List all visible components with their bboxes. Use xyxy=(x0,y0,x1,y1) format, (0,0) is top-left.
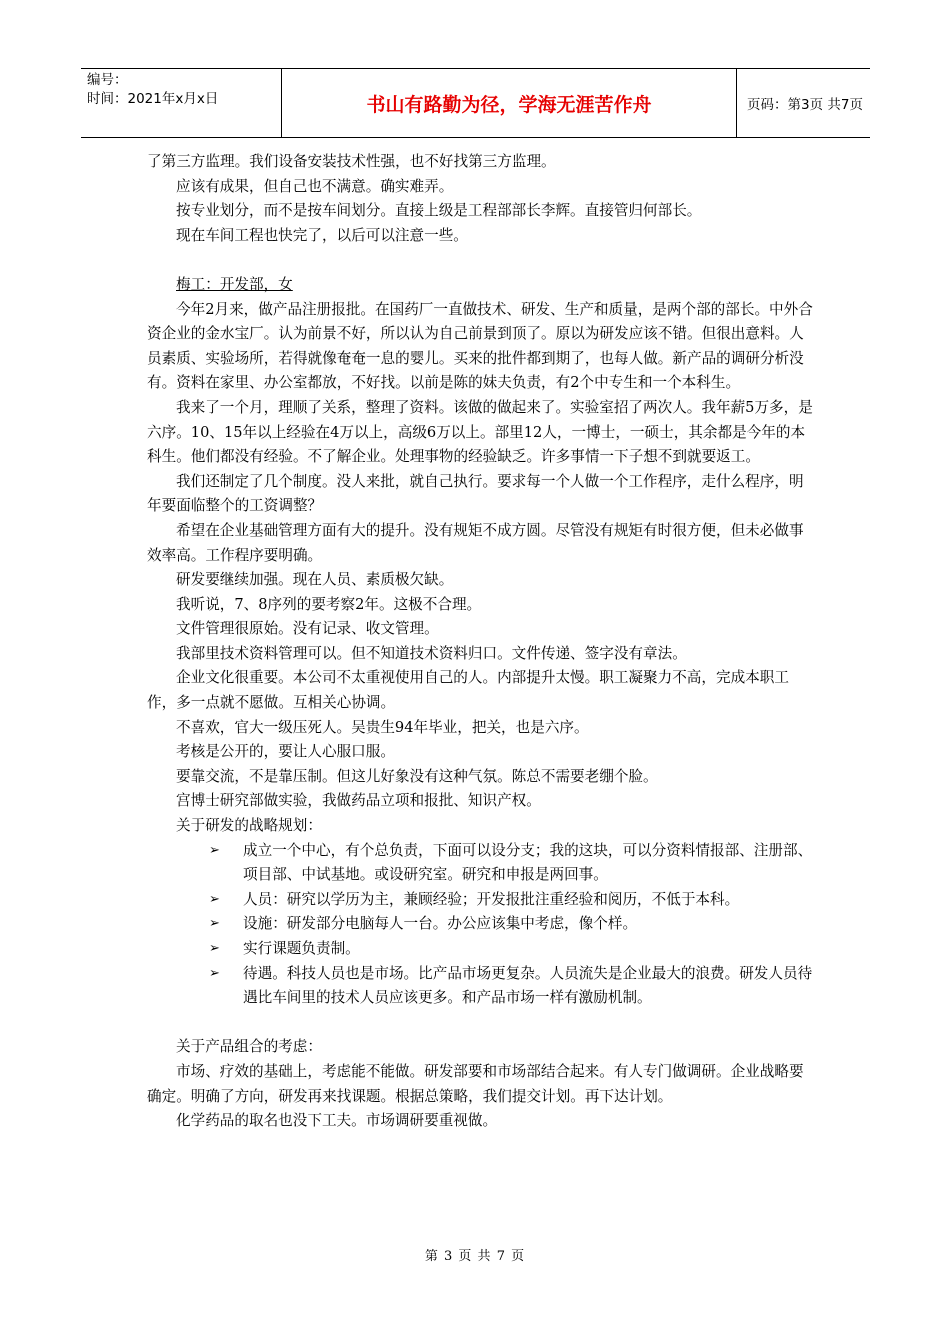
paragraph: 文件管理很原始。没有记录、收文管理。 xyxy=(176,620,439,638)
paragraph: 应该有成果，但自己也不满意。确实难弄。 xyxy=(176,177,454,195)
paragraph: 不喜欢，官大一级压死人。吴贵生94年毕业，把关，也是六序。 xyxy=(176,718,589,736)
document-body xyxy=(147,150,814,1134)
bullet-arrow-icon: ➢ xyxy=(209,965,220,981)
strategy-list xyxy=(147,839,814,1011)
paragraph: 按专业划分，而不是按车间划分。直接上级是工程部部长李辉。直接管归何部长。 xyxy=(176,202,702,220)
paragraph: 了第三方监理。我们设备安装技术性强，也不好找第三方监理。 xyxy=(147,153,556,170)
paragraph: 研发要继续加强。现在人员、素质极欠缺。 xyxy=(176,571,454,589)
list-item: ➢ 成立一个中心，有个总负责，下面可以设分支；我的这块，可以分资料情报部、注册部、项目部、中试基地。或设研究室。研究和申报是两回事。 xyxy=(243,839,814,888)
paragraph: 我听说，7、8序列的要考察2年。这极不合理。 xyxy=(176,595,482,613)
bullet-arrow-icon: ➢ xyxy=(209,842,220,858)
paragraph: 我来了一个月，理顺了关系，整理了资料。该做的做起来了。实验室招了两次人。我年薪5万多，是六序。10、15年以上经验在4万以上，高级6万以上。部里12人，一博士，一硕士，其余都是今年的本科生。他们都没有经验。不了解企业。处理事物的经验缺乏。许多事情一下子想不到就要返工。 xyxy=(147,398,813,466)
paragraph: 我部里技术资料管理可以。但不知道技术资料归口。文件传递、签字没有章法。 xyxy=(176,644,687,662)
paragraph: 今年2月来，做产品注册报批。在国药厂一直做技术、研发、生产和质量，是两个部的部长。中外合资企业的金水宝厂。认为前景不好，所以认为自己前景到顶了。原以为研发应该不错。但很出意料。人员素质、实验场所，若得就像奄奄一息的婴儿。买来的批件都到期了，也每人做。新产品的调研分析没有。资料在家里、办公室都放，不好找。以前是陈的妹夫负责，有2个中专生和一个本科生。 xyxy=(147,300,813,392)
paragraph: 宫博士研究部做实验，我做药品立项和报批、知识产权。 xyxy=(176,792,541,810)
paragraph: 希望在企业基础管理方面有大的提升。没有规矩不成方圆。尽管没有规矩有时很方便，但未必做事效率高。工作程序要明确。 xyxy=(147,521,804,564)
bullet-arrow-icon: ➢ xyxy=(209,916,220,932)
paragraph: 企业文化很重要。本公司不太重视使用自己的人。内部提升太慢。职工凝聚力不高，完成本职工作，多一点就不愿做。互相关心协调。 xyxy=(147,669,789,712)
paragraph: 关于研发的战略规划： xyxy=(176,817,322,835)
paragraph: 考核是公开的，要让人心服口服。 xyxy=(176,743,395,761)
header-motto: 书山有路勤为径，学海无涯苦作舟 xyxy=(282,69,737,137)
header-meta xyxy=(81,69,282,137)
page-footer: 第 3 页 共 7 页 xyxy=(424,1249,526,1264)
number-label: 编号： xyxy=(87,72,128,88)
list-item: ➢ 设施：研发部分电脑每人一台。办公应该集中考虑，像个样。 xyxy=(243,912,814,937)
paragraph: 市场、疗效的基础上，考虑能不能做。研发部要和市场部结合起来。有人专门做调研。企业战略要确定。明确了方向，研发再来找课题。根据总策略，我们提交计划。再下达计划。 xyxy=(147,1062,804,1105)
bullet-arrow-icon: ➢ xyxy=(209,891,220,907)
time-label: 时间：2021年x月x日 xyxy=(87,91,219,107)
paragraph: 我们还制定了几个制度。没人来批，就自己执行。要求每一个人做一个工作程序，走什么程序，明年要面临整个的工资调整？ xyxy=(147,472,804,515)
list-item: ➢ 实行课题负责制。 xyxy=(243,937,814,962)
paragraph: 现在车间工程也快完了，以后可以注意一些。 xyxy=(176,226,468,244)
paragraph: 化学药品的取名也没下工夫。市场调研要重视做。 xyxy=(176,1112,498,1130)
list-item: ➢ 人员：研究以学历为主，兼顾经验；开发报批注重经验和阅历，不低于本科。 xyxy=(243,888,814,913)
paragraph: 要靠交流，不是靠压制。但这儿好象没有这种气氛。陈总不需要老绷个脸。 xyxy=(176,767,658,785)
header-page-info: 页码：第3页 共7页 xyxy=(747,97,863,113)
paragraph: 关于产品组合的考虑： xyxy=(176,1038,322,1056)
list-item: ➢ 待遇。科技人员也是市场。比产品市场更复杂。人员流失是企业最大的浪费。研发人员待遇比车间里的技术人员应该更多。和产品市场一样有激励机制。 xyxy=(243,962,814,1011)
page-header xyxy=(81,68,870,138)
section-heading: 梅工：开发部，女 xyxy=(176,275,293,293)
bullet-arrow-icon: ➢ xyxy=(209,941,220,956)
